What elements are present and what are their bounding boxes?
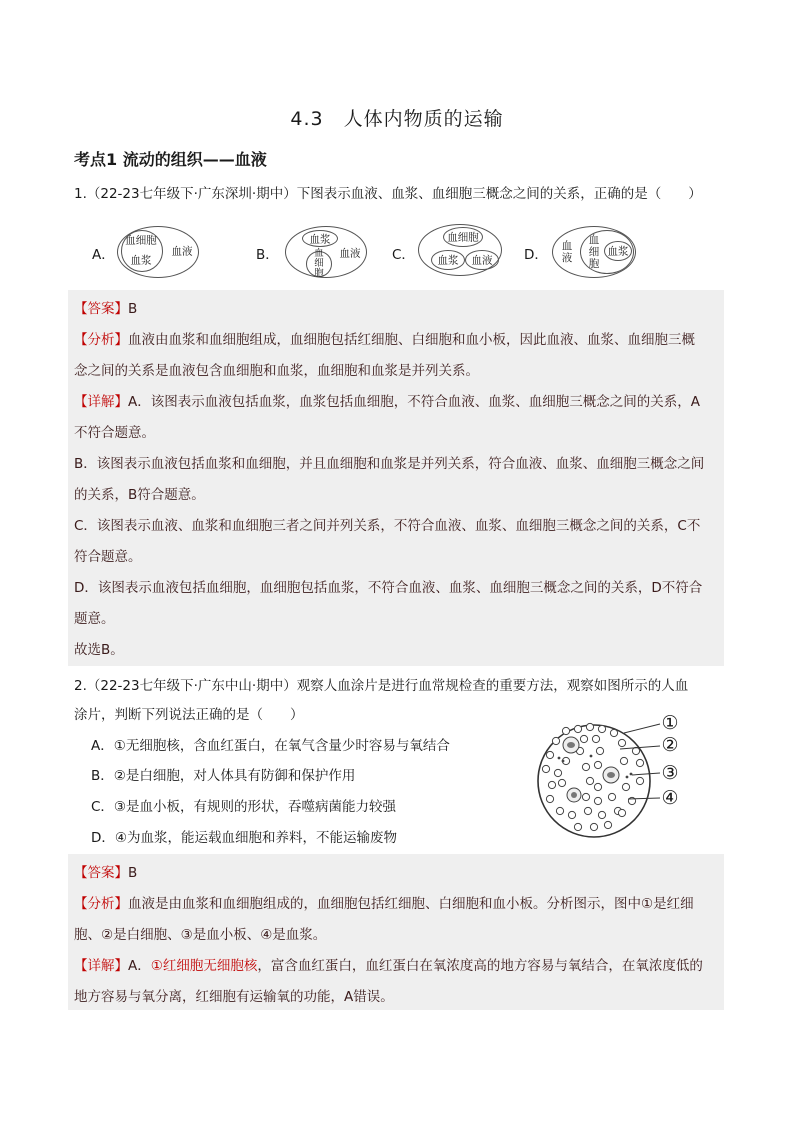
q2-analysis-line: 胞、②是白细胞、③是血小板、④是血浆。: [74, 927, 327, 943]
red-blood-cell: [546, 795, 553, 802]
q2-detail-line: 【详解】A．①红细胞无细胞核，富含血红蛋白，血红蛋白在氧浓度高的地方容易与氧结合，在氧浓度低的: [74, 958, 703, 974]
q1-detail-line: 题意。: [74, 611, 115, 627]
red-blood-cell: [586, 777, 593, 784]
figure-label-1: ①: [661, 712, 679, 734]
venn-label: 血液: [339, 247, 361, 260]
q2-answer-line: 【答案】B: [74, 865, 138, 881]
red-blood-cell: [610, 729, 617, 736]
red-blood-cell: [594, 783, 601, 790]
red-blood-cell: [618, 739, 625, 746]
red-blood-cell: [620, 757, 627, 764]
page-title: [0, 104, 794, 131]
red-blood-cell: [582, 763, 589, 770]
red-blood-cell: [636, 777, 643, 784]
q1-analysis-line: 念之间的关系是血液包含血细胞和血浆，血细胞和血浆是并列关系。: [74, 363, 479, 379]
red-blood-cell: [622, 783, 629, 790]
lesson-title: 人体内物质的运输: [343, 108, 504, 130]
red-blood-cell: [552, 737, 559, 744]
q1-detail-line: D．该图表示血液包括血细胞，血细胞包括血浆，不符合血液、血浆、血细胞三概念之间的关系，D不符合: [74, 580, 703, 596]
red-blood-cell: [604, 821, 611, 828]
q1-option-b-label: B．: [256, 247, 279, 263]
q2-analysis-line: 【分析】血液是由血浆和血细胞组成的，血细胞包括红细胞、白细胞和血小板。分析图示，图中①是红细: [74, 896, 694, 912]
q2-stem-line: 涂片，判断下列说法正确的是（ ）: [74, 707, 304, 723]
q1-detail-line: 【详解】A．该图表示血液包括血浆，血浆包括血细胞，不符合血液、血浆、血细胞三概念之间的关系，A: [74, 394, 700, 410]
q1-answer-line: 【答案】B: [74, 301, 138, 317]
red-blood-cell: [598, 725, 605, 732]
q1-detail-line: 符合题意。: [74, 549, 142, 565]
venn-label: 血液: [561, 240, 573, 264]
q1-option-c-label: C．: [392, 247, 415, 263]
red-blood-cell: [584, 807, 591, 814]
q2-detail-line: 地方容易与氧分离，红细胞有运输氧的功能，A错误。: [74, 989, 394, 1005]
red-blood-cell: [608, 793, 615, 800]
figure-label-4: ④: [661, 787, 679, 809]
venn-label: 血细胞: [314, 248, 324, 279]
venn-label: 血液: [171, 245, 193, 258]
red-blood-cell: [562, 727, 569, 734]
q1-detail-line: B．该图表示血液包括血浆和血细胞，并且血细胞和血浆是并列关系，符合血液、血浆、血细胞三概念之间: [74, 456, 705, 472]
q1-analysis-line: 【分析】血液由血浆和血细胞组成，血细胞包括红细胞、白细胞和血小板，因此血液、血浆、血细胞三概: [74, 332, 695, 348]
q2-answer-block: [68, 854, 724, 1010]
red-blood-cell: [586, 723, 593, 730]
q1-detail-line: C．该图表示血液、血浆和血细胞三者之间并列关系，不符合血液、血浆、血细胞三概念之间的关系，C不: [74, 518, 701, 534]
q1-detail-line: 不符合题意。: [74, 425, 155, 441]
q1-answer-block: [68, 290, 724, 666]
red-blood-cell: [574, 823, 581, 830]
venn-label: 血细胞: [125, 234, 157, 247]
red-blood-cell: [618, 809, 625, 816]
red-blood-cell: [580, 735, 587, 742]
red-blood-cell: [558, 779, 565, 786]
q2-option-a[interactable]: A．①无细胞核，含血红蛋白，在氧气含量少时容易与氧结合: [91, 738, 450, 754]
venn-label: 血浆: [130, 254, 152, 267]
venn-label: 血浆: [309, 233, 331, 246]
red-blood-cell: [554, 769, 561, 776]
q1-detail-line: 故选B。: [74, 642, 124, 658]
red-blood-cell: [598, 811, 605, 818]
section-heading: 考点1 流动的组织——血液: [74, 150, 267, 169]
blood-smear-figure: [536, 711, 736, 851]
q1-detail-line: 的关系，B符合题意。: [74, 487, 205, 503]
red-blood-cell: [546, 751, 553, 758]
q2-option-b[interactable]: B．②是白细胞，对人体具有防御和保护作用: [91, 768, 356, 784]
red-blood-cell: [582, 793, 589, 800]
red-blood-cell: [574, 725, 581, 732]
red-blood-cell: [590, 823, 597, 830]
red-blood-cell: [542, 765, 549, 772]
lesson-number: 4.3: [290, 108, 324, 130]
red-blood-cell: [594, 761, 601, 768]
red-blood-cell: [548, 781, 555, 788]
figure-label-3: ③: [661, 762, 679, 784]
q2-option-d[interactable]: D．④为血浆，能运载血细胞和养料，不能运输废物: [91, 830, 397, 846]
q1-option-d-label: D．: [524, 247, 548, 263]
venn-label: 血浆: [607, 245, 629, 258]
q2-stem-line: 2.（22-23七年级下·广东中山·期中）观察人血涂片是进行血常规检查的重要方法，观察如图所示的人血: [74, 678, 689, 694]
venn-label: 血细胞: [588, 234, 600, 270]
red-blood-cell: [568, 811, 575, 818]
q2-option-c[interactable]: C．③是血小板，有规则的形状，吞噬病菌能力较强: [91, 799, 397, 815]
red-blood-cell: [556, 807, 563, 814]
venn-label: 血浆: [437, 254, 459, 267]
venn-label: 血细胞: [447, 231, 479, 244]
red-blood-cell: [636, 759, 643, 766]
q1-stem: 1.（22-23七年级下·广东深圳·期中）下图表示血液、血浆、血细胞三概念之间的关系，正确的是（ ）: [74, 186, 702, 202]
red-blood-cell: [594, 797, 601, 804]
red-blood-cell: [592, 735, 599, 742]
figure-label-2: ②: [661, 734, 679, 756]
venn-label: 血液: [471, 254, 493, 267]
red-blood-cell: [596, 747, 603, 754]
q1-option-a-label: A．: [92, 247, 115, 263]
